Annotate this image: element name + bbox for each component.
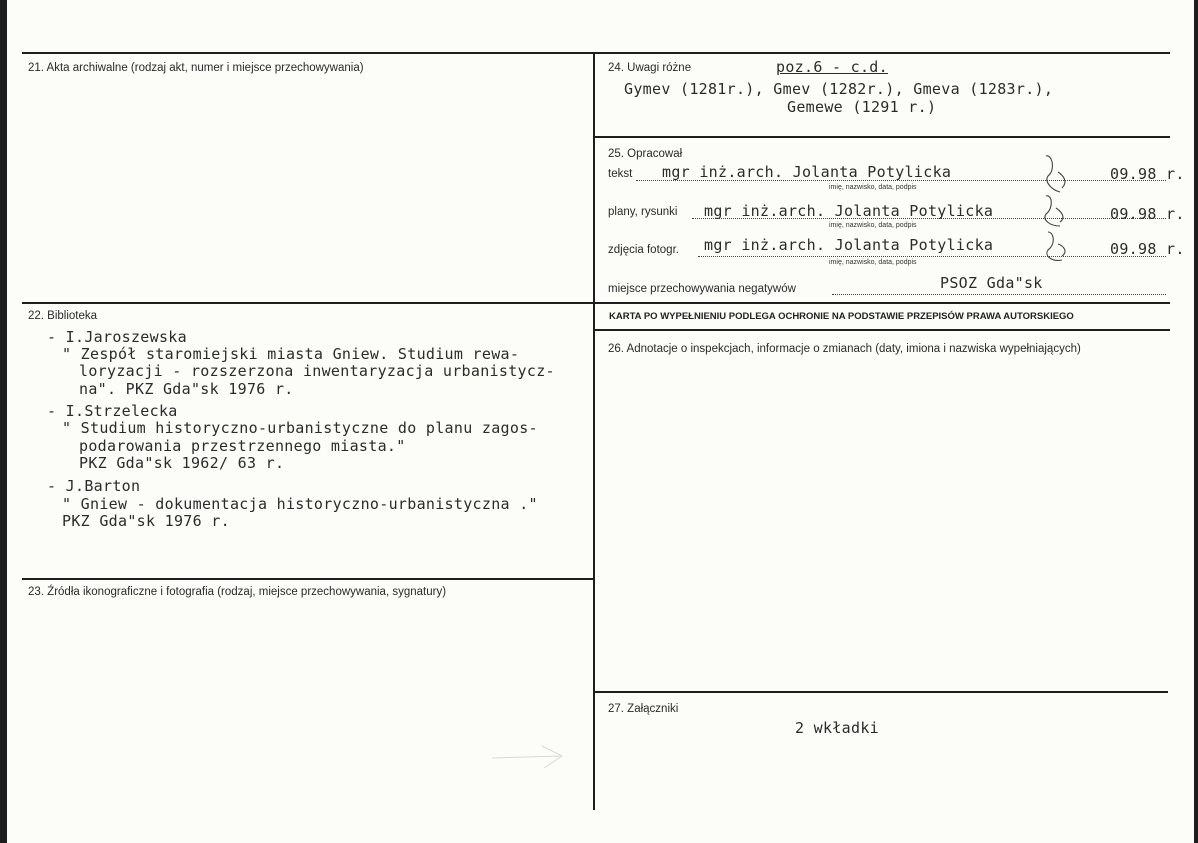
- photos-date: 09.98 r.: [1110, 240, 1185, 258]
- center-divider: [593, 52, 595, 810]
- rule-21-22: [22, 302, 594, 304]
- rule-22-23: [22, 578, 594, 580]
- biblio-line: " Studium historyczno-urbanistyczne do planu zagos-: [62, 419, 538, 437]
- text-row-label: tekst: [608, 168, 633, 180]
- text-caption: imię, nazwisko, data, podpis: [829, 184, 917, 191]
- drawings-date: 09.98 r.: [1110, 205, 1185, 223]
- left-edge: [0, 0, 7, 843]
- text-author: mgr inż.arch. Jolanta Potylicka: [662, 163, 952, 181]
- section-26-label: 26. Adnotacje o inspekcjach, informacje o zmianach (daty, imiona i nazwiska wypełniających): [608, 343, 1081, 355]
- negatives-line: [832, 294, 1166, 295]
- biblio-line: loryzacji - rozszerzona inwentaryzacja urbanistycz-: [79, 362, 555, 380]
- negatives-value: PSOZ Gda"sk: [940, 274, 1043, 292]
- negatives-label: miejsce przechowywania negatywów: [608, 283, 796, 295]
- biblio-line: - J.Barton: [47, 477, 141, 495]
- photos-caption: imię, nazwisko, data, podpis: [829, 259, 917, 266]
- section-23-label: 23. Źródła ikonograficzne i fotografia (rodzaj, miejsce przechowywania, sygnatury): [28, 586, 447, 598]
- section-22-label: 22. Biblioteka: [28, 310, 98, 322]
- remarks-line: Gemewe (1291 r.): [787, 98, 937, 116]
- biblio-line: podarowania przestrzennego miasta.": [79, 437, 406, 455]
- section-25-label: 25. Opracował: [608, 148, 683, 160]
- biblio-line: na". PKZ Gda"sk 1976 r.: [79, 380, 294, 398]
- right-edge: [1194, 0, 1198, 843]
- attachments-value: 2 wkładki: [795, 719, 879, 737]
- section-24-label: 24. Uwagi różne: [608, 62, 692, 74]
- biblio-line: PKZ Gda"sk 1962/ 63 r.: [79, 454, 285, 472]
- drawings-author: mgr inż.arch. Jolanta Potylicka: [704, 202, 994, 220]
- copyright-notice: KARTA PO WYPEŁNIENIU PODLEGA OCHRONIE NA PODSTAWIE PRZEPISÓW PRAWA AUTORSKIEGO: [609, 311, 1074, 322]
- photos-row-label: zdjęcia fotogr.: [608, 244, 679, 256]
- remarks-heading: poz.6 - c.d.: [776, 58, 888, 76]
- biblio-line: - I.Strzelecka: [47, 402, 178, 420]
- drawings-row-label: plany, rysunki: [608, 206, 678, 218]
- biblio-line: " Zespół staromiejski miasta Gniew. Studium rewa-: [62, 345, 520, 363]
- rule-copyright-26: [594, 329, 1170, 331]
- text-date: 09.98 r.: [1110, 165, 1185, 183]
- photos-row-line: [698, 256, 1166, 257]
- section-21-label: 21. Akta archiwalne (rodzaj akt, numer i miejsce przechowywania): [28, 62, 364, 74]
- biblio-line: PKZ Gda"sk 1976 r.: [62, 512, 230, 530]
- pencil-arrow-mark: [490, 738, 570, 778]
- photos-author: mgr inż.arch. Jolanta Potylicka: [704, 236, 994, 254]
- rule-24-25: [594, 136, 1170, 138]
- top-rule: [22, 52, 1170, 54]
- rule-26-27: [594, 691, 1168, 693]
- section-27-label: 27. Załączniki: [608, 703, 679, 715]
- signature-3: [1040, 228, 1080, 268]
- biblio-line: " Gniew - dokumentacja historyczno-urbanistyczna .": [62, 495, 538, 513]
- biblio-line: - I.Jaroszewska: [47, 328, 187, 346]
- drawings-caption: imię, nazwisko, data, podpis: [829, 222, 917, 229]
- rule-25-copyright: [594, 302, 1170, 304]
- signature-2: [1038, 192, 1078, 232]
- remarks-line: Gymev (1281r.), Gmev (1282r.), Gmeva (1283r.),: [624, 80, 1054, 98]
